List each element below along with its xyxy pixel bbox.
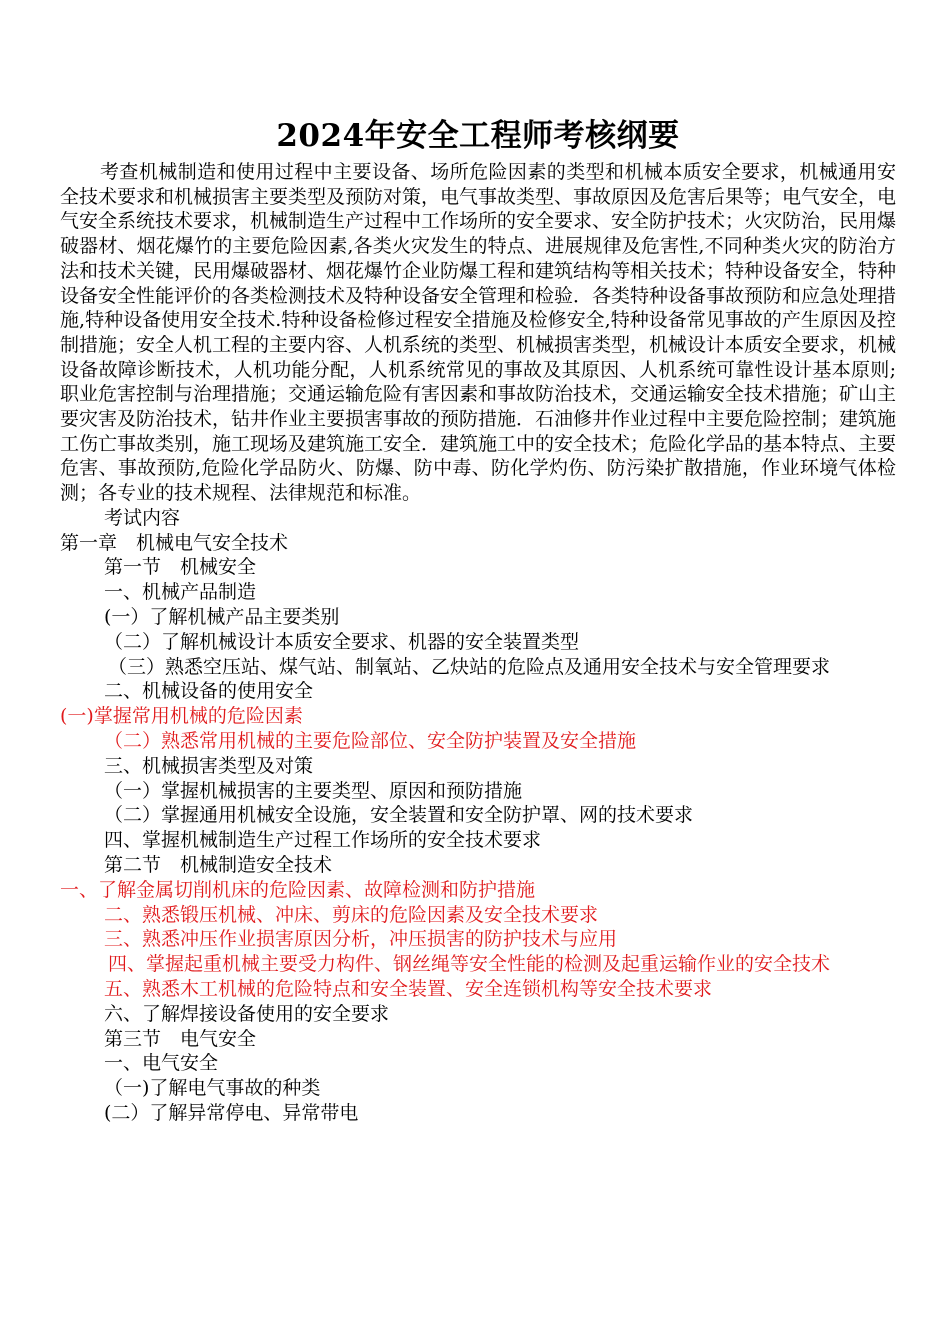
outline-line: 二、机械设备的使用安全 <box>104 680 314 703</box>
outline-line: 六、了解焊接设备使用的安全要求 <box>104 1002 390 1025</box>
outline-line: （一)了解电气事故的种类 <box>104 1077 321 1100</box>
outline-line: 二、熟悉锻压机械、冲床、剪床的危险因素及安全技术要求 <box>104 903 599 926</box>
outline-line: 三、熟悉冲压作业损害原因分析，冲压损害的防护技术与应用 <box>104 928 618 951</box>
outline-line: （二）熟悉常用机械的主要危险部位、安全防护装置及安全措施 <box>104 730 637 753</box>
outline-line: 第二节 机械制造安全技术 <box>104 854 333 876</box>
outline-line: 一、电气安全 <box>104 1052 219 1075</box>
outline-line: (一）了解机械产品主要类别 <box>104 606 340 629</box>
document-page <box>60 112 896 1126</box>
outline-line: 第一节 机械安全 <box>104 556 257 579</box>
outline-line: （三）熟悉空压站、煤气站、制氧站、乙炔站的危险点及通用安全技术与安全管理要求 <box>108 655 831 678</box>
exam-outline <box>60 506 896 1126</box>
outline-line: 三、机械损害类型及对策 <box>104 754 314 777</box>
outline-line: 第一章 机械电气安全技术 <box>60 531 289 554</box>
outline-line: （二）掌握通用机械安全设施，安全装置和安全防护罩、网的技术要求 <box>104 804 694 827</box>
outline-line: （一）掌握机械损害的主要类型、原因和预防措施 <box>104 779 523 802</box>
outline-line: （二）了解机械设计本质安全要求、机器的安全装置类型 <box>104 630 580 653</box>
outline-line: 四、掌握起重机械主要受力构件、钢丝绳等安全性能的检测及起重运输作业的安全技术 <box>108 953 831 976</box>
outline-line: 一、了解金属切削机床的危险因素、故障检测和防护措施 <box>60 878 536 901</box>
outline-line: (二）了解异常停电、异常带电 <box>104 1101 359 1124</box>
outline-line: 一、机械产品制造 <box>104 581 257 604</box>
intro-paragraph: 考查机械制造和使用过程中主要设备、场所危险因素的类型和机械本质安全要求，机械通用安全技术要求和机械损害主要类型及预防对策，电气事故类型、事故原因及危害后果等；电气安全，电气安全系统技术要求，机械制造生产过程中工作场所的安全要求、安全防护技术；火灾防治，民用爆破器材、烟花爆竹的主要危险因素,各类火灾发生的特点、进展规律及危害性,不同种类火灾的防治方法和技术关键，民用爆破器材、烟花爆竹企业防爆工程和建筑结构等相关技术；特种设备安全，特种设备安全性能评价的各类检测技术及特种设备安全管理和检验．各类特种设备事故预防和应急处理措施,特种设备使用安全技术.特种设备检修过程安全措施及检修安全,特种设备常见事故的产生原因及控制措施；安全人机工程的主要内容、人机系统的类型、机械损害类型，机械设计本质安全要求，机械设备故障诊断技术，人机功能分配，人机系统常见的事故及其原因、人机系统可靠性设计基本原则;职业危害控制与治理措施；交通运输危险有害因素和事故防治技术，交通运输安全技术措施；矿山主要灾害及防治技术，钻井作业主要损害事故的预防措施．石油修井作业过程中主要危险控制；建筑施工伤亡事故类别，施工现场及建筑施工安全．建筑施工中的安全技术；危险化学品的基本特点、主要危害、事故预防,危险化学品防火、防爆、防中毒、防化学灼伤、防污染扩散措施，作业环境气体检测；各专业的技术规程、法律规范和标准。 <box>60 161 897 505</box>
outline-line: 四、掌握机械制造生产过程工作场所的安全技术要求 <box>104 829 542 852</box>
outline-line: (一)掌握常用机械的危险因素 <box>60 705 303 728</box>
outline-line: 第三节 电气安全 <box>104 1027 257 1050</box>
outline-line: 五、熟悉木工机械的危险特点和安全装置、安全连锁机构等安全技术要求 <box>104 977 713 1000</box>
outline-line: 考试内容 <box>104 506 181 529</box>
document-title: 2024年安全工程师考核纲要 <box>276 118 680 154</box>
